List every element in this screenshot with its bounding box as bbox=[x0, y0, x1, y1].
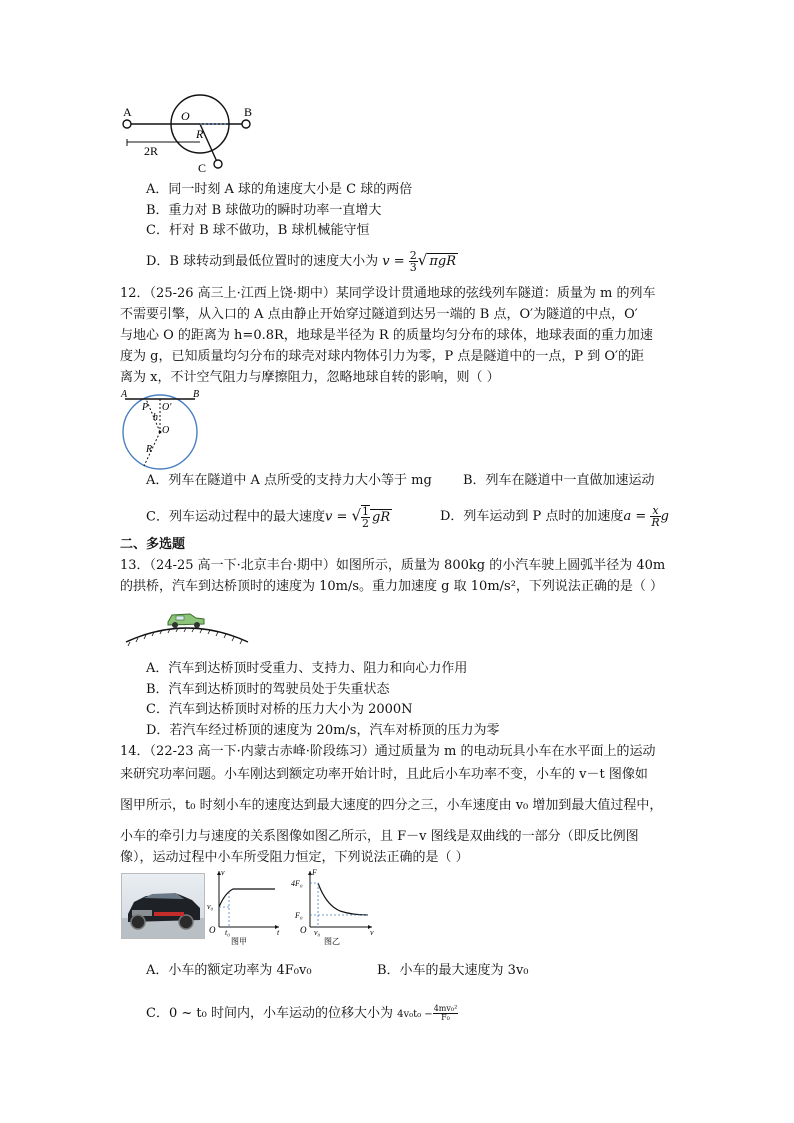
jia-origin: O bbox=[209, 925, 216, 935]
q14-option-c-num: 4mv₀² bbox=[433, 1004, 458, 1013]
q12-option-b: B．列车在隧道中一直做加速运动 bbox=[463, 473, 655, 488]
q11-figure bbox=[118, 94, 258, 174]
q11-option-d-radicand: πgR bbox=[429, 254, 456, 269]
q11-option-d-fraction bbox=[409, 250, 418, 273]
q12-option-c-eq: = bbox=[332, 509, 352, 525]
q11-option-d-eq: = bbox=[389, 254, 409, 269]
q13-option-c: C．汽车到达桥顶时对桥的压力大小为 2000N bbox=[146, 702, 413, 717]
yi-axis-f: F bbox=[312, 868, 317, 877]
q12-stem-line1: 12．（25-26 高三上·江西上饶·期中）某同学设计贯通地球的弦线列车隧道：质量为 m 的列车 bbox=[120, 286, 656, 301]
yi-tick-4f0: 4F₀ bbox=[291, 879, 303, 888]
q14-option-c-expr: 4v₀t₀ − bbox=[397, 1009, 433, 1020]
q11-label-2r: 2R bbox=[144, 144, 159, 158]
q13-bridge-figure bbox=[124, 604, 250, 646]
q12-label-b: B bbox=[193, 389, 200, 400]
jia-axis-v: v bbox=[221, 868, 225, 877]
q14-graph-jia bbox=[205, 867, 285, 945]
q14-option-b: B．小车的最大速度为 3v₀ bbox=[377, 963, 529, 978]
q13-option-d: D．若汽车经过桥顶的速度为 20m/s，汽车对桥顶的压力为零 bbox=[146, 723, 500, 738]
q13-stem-line1: 13．（24-25 高一下·北京丰台·期中）如图所示，质量为 800kg 的小汽车驶上圆弧半径为 40m bbox=[120, 558, 666, 573]
q11-label-o: O bbox=[181, 109, 190, 123]
q12-option-d-var: a bbox=[623, 509, 632, 524]
yi-origin: O bbox=[300, 925, 307, 935]
yi-caption: 图乙 bbox=[324, 937, 340, 945]
jia-tick-v0: v₀ bbox=[207, 902, 214, 911]
q11-option-d-prefix: D．B 球转动到最低位置时的速度大小为 bbox=[146, 254, 383, 269]
q12-figure bbox=[116, 388, 204, 470]
q11-option-c: C．杆对 B 球不做功，B 球机械能守恒 bbox=[146, 223, 370, 238]
q14-stem-line1: 14．（22-23 高一下·内蒙古赤峰·阶段练习）通过质量为 m 的电动玩具小车在水平面上的运动 bbox=[120, 744, 656, 759]
q12-label-o: O bbox=[162, 425, 170, 436]
q14-stem-line2: 来研究功率问题。小车刚达到额定功率开始计时，且此后小车功率不变，小车的 v－t 图像如 bbox=[120, 767, 648, 782]
car-icon bbox=[168, 614, 204, 628]
q11-label-b: B bbox=[244, 105, 253, 119]
q14-stem-line4: 小车的牵引力与速度的关系图像如图乙所示，且 F－v 图线是双曲线的一部分（即反比例图 bbox=[120, 829, 639, 844]
q14-option-a: A．小车的额定功率为 4F₀v₀ bbox=[146, 963, 312, 978]
q12-option-d bbox=[440, 505, 669, 528]
q12-label-a: A bbox=[121, 389, 128, 400]
q14-option-c bbox=[146, 1005, 458, 1024]
q11-label-a: A bbox=[123, 105, 132, 119]
q11-option-a: A．同一时刻 A 球的角速度大小是 C 球的两倍 bbox=[146, 182, 413, 197]
q12-option-a: A．列车在隧道中 A 点所受的支持力大小等于 mg bbox=[146, 473, 432, 488]
q14-stem-line5: 像），运动过程中小车所受阻力恒定，下列说法正确的是（ ） bbox=[120, 850, 469, 865]
q12-option-d-suffix: g bbox=[660, 509, 669, 524]
q12-option-d-prefix: D．列车运动到 P 点时的加速度 bbox=[440, 509, 624, 524]
q12-option-c: C．列车运动过程中的最大速度v = √ $\frac{1}{2}$ gR bbox=[146, 505, 391, 530]
q14-option-c-den: F₀ bbox=[441, 1013, 450, 1022]
q12-stem-line5: 离为 x，不计空气阻力与摩擦阻力，忽略地球自转的影响，则（ ） bbox=[120, 370, 500, 385]
q12-option-c-fraction bbox=[361, 505, 370, 529]
q12-option-d-eq: = bbox=[631, 509, 651, 524]
q11-option-d-var: v bbox=[382, 254, 390, 269]
q12-label-o1: O′ bbox=[162, 402, 172, 413]
q12-option-c-den: 2 bbox=[362, 517, 370, 530]
q11-label-c: C bbox=[198, 161, 207, 174]
q14-stem-line3: 图甲所示，t₀ 时刻小车的速度达到最大速度的四分之三，小车速度由 v₀ 增加到最大值过程中， bbox=[120, 798, 663, 813]
q12-label-p: P bbox=[142, 402, 149, 413]
section-title-multi-choice: 二、多选题 bbox=[120, 537, 186, 552]
yi-axis-v: v bbox=[370, 928, 374, 937]
jia-tick-t0: t₀ bbox=[225, 928, 231, 937]
q12-stem-line4: 度为 g，已知质量均匀分布的球壳对球内物体引力为零，P 点是隧道中的一点，P 到 O′的距 bbox=[120, 349, 644, 364]
yi-tick-v0: v₀ bbox=[314, 928, 321, 937]
q13-option-a: A．汽车到达桥顶时受重力、支持力、阻力和向心力作用 bbox=[146, 661, 468, 676]
q11-option-d-den: 3 bbox=[409, 261, 417, 274]
q14-option-c-fraction bbox=[433, 1005, 459, 1022]
q11-option-b: B．重力对 B 球做功的瞬时功率一直增大 bbox=[146, 203, 382, 218]
toy-car-icon bbox=[122, 874, 204, 938]
q12-option-c-radicand: gR bbox=[372, 509, 391, 525]
q14-option-c-prefix: C．0 ~ t₀ 时间内，小车运动的位移大小为 bbox=[146, 1006, 398, 1021]
q12-option-c-prefix: C．列车运动过程中的最大速度 bbox=[146, 509, 325, 525]
q13-option-b: B．汽车到达桥顶时的驾驶员处于失重状态 bbox=[146, 682, 390, 697]
q12-label-r: R bbox=[146, 444, 153, 455]
q13-stem-line2: 的拱桥，汽车到达桥顶时的速度为 10m/s。重力加速度 g 取 10m/s²，下列说法正确的是（ ） bbox=[120, 579, 664, 594]
toy-car-photo bbox=[121, 873, 205, 939]
q11-label-r: R bbox=[196, 127, 204, 141]
q12-stem-line2: 不需要引擎，从入口的 A 点由静止开始穿过隧道到达另一端的 B 点，O′为隧道的中点，O′ bbox=[120, 307, 638, 322]
jia-caption: 图甲 bbox=[231, 937, 247, 945]
q12-option-d-num: x bbox=[650, 505, 660, 517]
q12-option-c-num: 1 bbox=[362, 505, 370, 518]
q14-graph-yi bbox=[290, 867, 378, 945]
q12-stem-line3: 与地心 O 的距离为 h=0.8R，地球是半径为 R 的质量均匀分布的球体，地球表面的重力加速 bbox=[120, 328, 653, 343]
q12-option-d-den: R bbox=[651, 516, 660, 529]
q12-option-c-var: v bbox=[324, 509, 333, 525]
yi-tick-f0: F₀ bbox=[295, 911, 303, 920]
q11-option-d-num: 2 bbox=[409, 249, 417, 262]
jia-axis-t: t bbox=[277, 928, 280, 937]
q12-option-d-fraction bbox=[650, 505, 660, 528]
q12-label-h: h bbox=[153, 412, 158, 423]
q11-option-d: D．B 球转动到最低位置时的速度大小为 v = $\frac{2}{3}$ √ πgR bbox=[146, 249, 456, 274]
